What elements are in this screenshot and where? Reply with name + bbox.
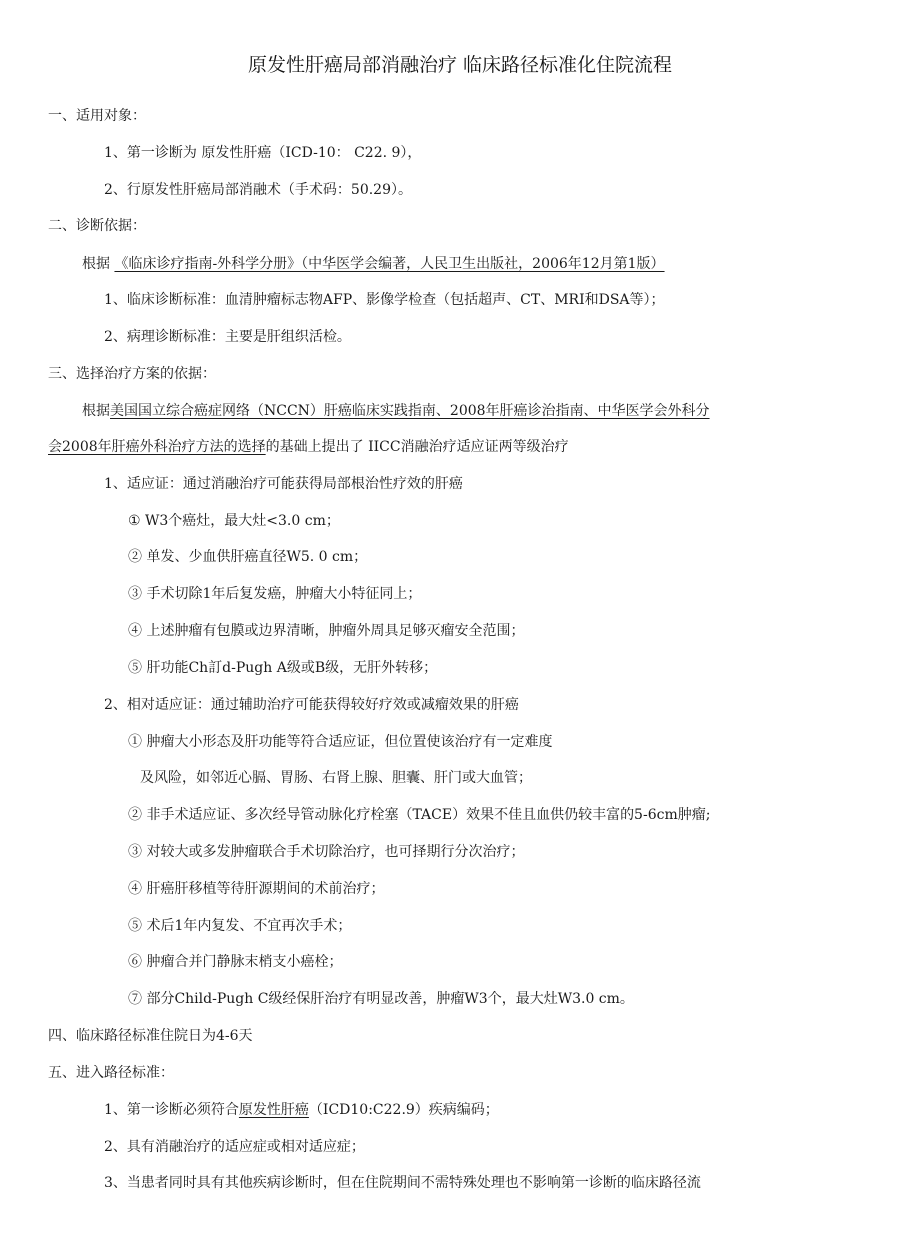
relative-indication-item-7: ⑦ 部分Child-Pugh C级经保肝治疗有明显改善，肿瘤W3个，最大灶W3.0 cm。 xyxy=(128,991,634,1007)
section-1-item-1: 1、第一诊断为 原发性肝癌（ICD-10： C22. 9）， xyxy=(104,145,422,161)
relative-indication-heading: 2、相对适应证：通过辅助治疗可能获得较好疗效或减瘤效果的肝癌 xyxy=(104,697,519,713)
relative-indication-item-2: ② 非手术适应证、多次经导管动脉化疗栓塞（TACE）效果不佳且血供仍较丰富的5-6cm肿瘤; xyxy=(128,807,711,823)
section-5-item-1 xyxy=(104,1100,499,1120)
section-2-heading: 二、诊断依据： xyxy=(48,218,146,234)
indication-heading: 1、适应证：通过消融治疗可能获得局部根治性疗效的肝癌 xyxy=(104,476,463,492)
section-2-basis xyxy=(82,254,665,274)
section-1-heading: 一、适用对象： xyxy=(48,108,146,124)
section-3-basis-line-2 xyxy=(48,437,569,457)
relative-indication-item-1: ① 肿瘤大小形态及肝功能等符合适应证，但位置使该治疗有一定难度 xyxy=(128,734,553,750)
section-1-item-2: 2、行原发性肝癌局部消融术（手术码：50.29）。 xyxy=(104,182,412,198)
relative-indication-item-1-cont: 及风险，如邻近心膈、胃肠、右肾上腺、胆囊、肝门或大血管； xyxy=(140,770,532,786)
section-5-item-3: 3、当患者同时具有其他疾病诊断时，但在住院期间不需特殊处理也不影响第一诊断的临床路径流 xyxy=(104,1175,701,1191)
section-5-item-1-reference: 原发性肝癌 xyxy=(238,1102,309,1118)
section-3-basis-reference-1: 美国国立综合癌症网络（NCCN）肝癌临床实践指南、2008年肝癌诊治指南、中华医学会外科分 xyxy=(110,403,710,419)
section-3-basis-prefix: 根据 xyxy=(82,403,110,419)
indication-item-3: ③ 手术切除1年后复发癌，肿瘤大小特征同上； xyxy=(128,586,422,602)
section-2-basis-prefix: 根据 xyxy=(82,256,115,272)
section-3-heading: 三、选择治疗方案的依据： xyxy=(48,366,216,382)
section-3-basis-line-1 xyxy=(82,401,710,421)
indication-item-4: ④ 上述肿瘤有包膜或边界清晰，肿瘤外周具足够灭瘤安全范围； xyxy=(128,623,525,639)
section-2-item-2: 2、病理诊断标准：主要是肝组织活检。 xyxy=(104,329,351,345)
section-2-item-1: 1、临床诊断标准：血清肿瘤标志物AFP、影像学检查（包括超声、CT、MRI和DSA等）； xyxy=(104,292,665,308)
indication-item-5: ⑤ 肝功能Ch訂d-Pugh A级或B级，无肝外转移； xyxy=(128,660,438,676)
relative-indication-item-4: ④ 肝癌肝移植等待肝源期间的术前治疗； xyxy=(128,881,385,897)
section-4-heading: 四、临床路径标准住院日为4-6天 xyxy=(48,1028,253,1044)
section-5-item-1-prefix: 1、第一诊断必须符合 xyxy=(104,1102,239,1118)
section-5-item-2: 2、具有消融治疗的适应症或相对适应症； xyxy=(104,1139,365,1155)
section-3-basis-reference-2: 会2008年肝癌外科治疗方法的选择 xyxy=(48,439,266,455)
indication-item-1: ① W3个癌灶，最大灶<3.0 cm； xyxy=(128,513,340,529)
section-5-heading: 五、进入路径标准： xyxy=(48,1065,174,1081)
relative-indication-item-5: ⑤ 术后1年内复发、不宜再次手术； xyxy=(128,918,352,934)
document-title: 原发性肝癌局部消融治疗 临床路径标准化住院流程 xyxy=(247,54,673,76)
section-3-basis-suffix: 的基础上提出了 IICC消融治疗适应证两等级治疗 xyxy=(265,439,569,455)
section-5-item-1-suffix: （ICD10:C22.9）疾病编码； xyxy=(308,1102,499,1118)
relative-indication-item-3: ③ 对较大或多发肿瘤联合手术切除治疗，也可择期行分次治疗； xyxy=(128,844,525,860)
indication-item-2: ② 单发、少血供肝癌直径W5. 0 cm； xyxy=(128,549,368,565)
section-2-basis-reference: 《临床诊疗指南-外科学分册》（中华医学会编著，人民卫生出版社，2006年12月第1版） xyxy=(114,256,665,272)
relative-indication-item-6: ⑥ 肿瘤合并门静脉末梢支小癌栓； xyxy=(128,954,343,970)
